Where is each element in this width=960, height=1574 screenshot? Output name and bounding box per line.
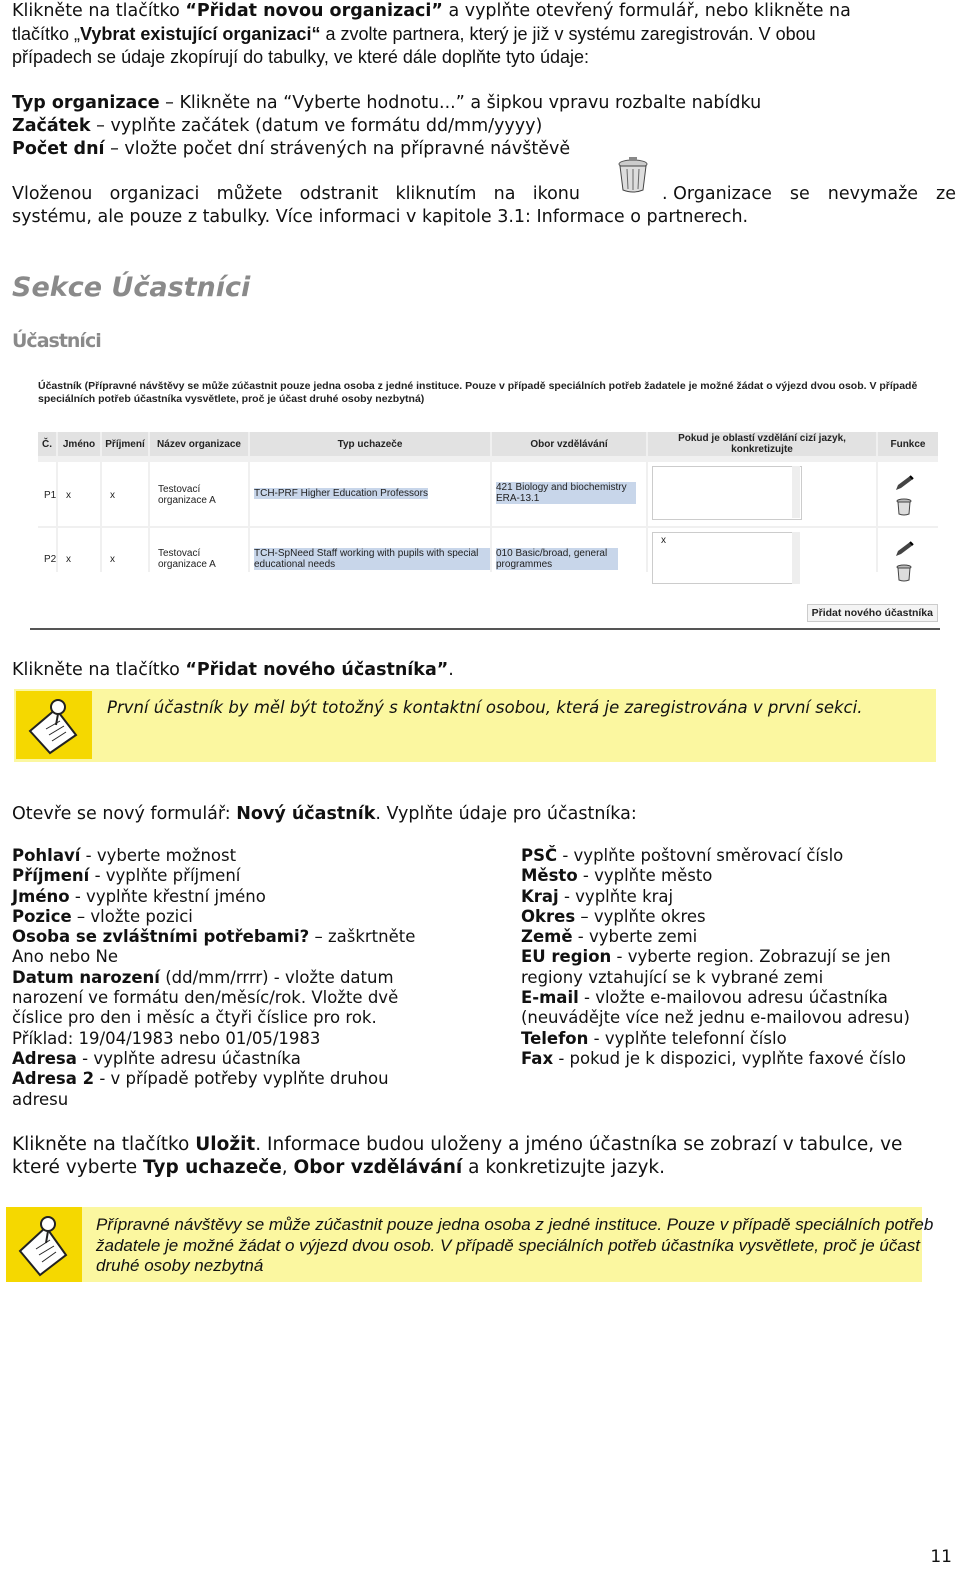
row-no: P2 bbox=[38, 528, 56, 592]
field-desc: (neuvádějte více než jednu e-mailovou adresu) bbox=[521, 1008, 910, 1028]
remove-text-b: . Organizace se nevymaže ze bbox=[662, 184, 956, 204]
callout-note-2-line: Přípravné návštěvy se může zúčastnit pouze jedna osoba z jedné instituce. Pouze v případě speciálních potřeb bbox=[96, 1215, 934, 1234]
section-title: Sekce Účastníci bbox=[12, 272, 251, 303]
field-term: Pozice bbox=[12, 906, 72, 926]
row-funkce bbox=[878, 462, 938, 526]
callout-note-1-text: První účastník by měl být totožný s kontaktní osobou, která je zaregistrována v první sekci. bbox=[107, 698, 863, 717]
col-header-no: Č. bbox=[38, 432, 56, 456]
col-header-typ: Typ uchazeče bbox=[250, 432, 490, 456]
field-desc: - vyplňte telefonní číslo bbox=[588, 1028, 787, 1048]
participants-screenshot bbox=[30, 378, 940, 630]
field-desc: číslice pro den i měsíc a čtyři číslice pro rok. bbox=[12, 1008, 377, 1028]
callout-note-2-line: druhé osoby nezbytná bbox=[96, 1256, 264, 1275]
row-funkce bbox=[878, 528, 938, 592]
field-term: Adresa 2 bbox=[12, 1069, 95, 1089]
jazyk-scrollbar[interactable] bbox=[792, 466, 800, 518]
field-line bbox=[12, 1029, 415, 1049]
note-pin-icon bbox=[6, 1207, 82, 1282]
field-line bbox=[521, 968, 910, 988]
remove-text-a: Vloženou organizaci můžete odstranit kliknutím na ikonu bbox=[12, 184, 580, 204]
page-number: 11 bbox=[930, 1547, 952, 1567]
field-line bbox=[521, 846, 910, 866]
field-typ-organizace: Typ organizace – Klikněte na “Vyberte hodnotu...” a šipkou vpravu rozbalte nabídku bbox=[12, 93, 762, 113]
field-desc: - v případě potřeby vyplňte druhou bbox=[94, 1069, 389, 1089]
row-organizace: Testovací organizace A bbox=[150, 528, 248, 592]
jazyk-scrollbar[interactable] bbox=[792, 532, 800, 584]
field-line bbox=[12, 1049, 415, 1069]
field-desc: - vyplňte město bbox=[577, 866, 713, 886]
field-term: Země bbox=[521, 927, 573, 947]
field-line bbox=[521, 1049, 910, 1069]
row-typ[interactable] bbox=[250, 528, 490, 592]
field-desc: (dd/mm/rrrr) - vložte datum bbox=[159, 967, 394, 987]
field-line bbox=[12, 907, 415, 927]
field-term: Datum narození bbox=[12, 967, 160, 987]
field-term: E-mail bbox=[521, 988, 579, 1008]
col-header-funkce: Funkce bbox=[878, 432, 938, 456]
field-desc: Ano nebo Ne bbox=[12, 947, 119, 967]
row-obor[interactable] bbox=[492, 528, 646, 592]
intro-line-2: tlačítko „Vybrat existující organizaci“ a zvolte partnera, který je již v systému zaregistrován. V obou bbox=[12, 24, 816, 44]
field-desc: - vyplňte příjmení bbox=[89, 866, 241, 886]
col-header-jmeno: Jméno bbox=[58, 432, 100, 456]
field-term: Fax bbox=[521, 1048, 554, 1068]
field-desc: - vyplňte adresu účastníka bbox=[76, 1048, 301, 1068]
field-desc: - pokud je k dispozici, vyplňte faxové číslo bbox=[553, 1048, 906, 1068]
field-term: Telefon bbox=[521, 1028, 589, 1048]
field-desc: - vyplňte poštovní směrovací číslo bbox=[557, 846, 844, 865]
field-term: EU region bbox=[521, 947, 612, 967]
field-desc: - vyplňte křestní jméno bbox=[69, 886, 266, 906]
row-obor-value: 010 Basic/broad, general programmes bbox=[496, 548, 618, 570]
trash-icon[interactable] bbox=[895, 496, 913, 516]
field-line bbox=[521, 927, 910, 947]
col-header-organizace: Název organizace bbox=[150, 432, 248, 456]
intro-line-3: případech se údaje zkopírují do tabulky, ve které dále doplňte tyto údaje: bbox=[12, 47, 590, 67]
trash-icon[interactable] bbox=[895, 562, 913, 582]
participants-table bbox=[38, 432, 938, 572]
field-line bbox=[12, 1090, 415, 1110]
field-desc: regiony vztahující se k vybrané zemi bbox=[521, 967, 824, 987]
row-obor[interactable] bbox=[492, 462, 646, 526]
col-header-obor: Obor vzdělávání bbox=[492, 432, 646, 456]
save-line-1: Klikněte na tlačítko Uložit. Informace budou uloženy a jméno účastníka se zobrazí v tabulce, ve bbox=[12, 1134, 903, 1155]
participants-note: Účastník (Přípravné návštěvy se může zúčastnit pouze jedna osoba z jedné instituce. Pouze v případě speciálních potřeb žadatele je možné žádat o výjezd dvou osob. V případě speciálních potřeb účastníka vysvětlete, proč je účast druhé osoby nezbytná) bbox=[38, 380, 918, 405]
field-line bbox=[12, 927, 415, 947]
callout-note-1 bbox=[14, 689, 936, 762]
field-term: PSČ bbox=[521, 846, 558, 865]
field-term: Kraj bbox=[521, 886, 559, 906]
form-intro: Otevře se nový formulář: Nový účastník. Vyplňte údaje pro účastníka: bbox=[12, 804, 637, 824]
row-obor-value: 421 Biology and biochemistry ERA-13.1 bbox=[496, 482, 636, 504]
remove-text-line-2: systému, ale pouze z tabulky. Více informaci v kapitole 3.1: Informace o partnerech. bbox=[12, 207, 749, 227]
field-line bbox=[521, 988, 910, 1008]
field-line bbox=[521, 887, 910, 907]
field-line bbox=[521, 947, 910, 967]
row-prijmeni: x bbox=[102, 528, 148, 592]
field-desc: – vložte pozici bbox=[71, 906, 193, 926]
subsection-title: Účastníci bbox=[12, 330, 101, 352]
edit-pencil-icon[interactable] bbox=[894, 474, 916, 492]
row-prijmeni: x bbox=[102, 462, 148, 526]
field-desc: narození ve formátu den/měsíc/rok. Vložte dvě bbox=[12, 988, 399, 1008]
field-line bbox=[12, 887, 415, 907]
field-term: Osoba se zvláštními potřebami? bbox=[12, 927, 310, 947]
row-typ[interactable] bbox=[250, 462, 490, 526]
row-typ-value: TCH-SpNeed Staff working with pupils with special educational needs bbox=[254, 548, 490, 570]
col-header-jazyk: Pokud je oblastí vzdělání cizí jazyk, konkretizujte bbox=[648, 432, 876, 456]
field-zacatek: Začátek – vyplňte začátek (datum ve formátu dd/mm/yyyy) bbox=[12, 116, 543, 136]
field-desc: Příklad: 19/04/1983 nebo 01/05/1983 bbox=[12, 1028, 321, 1048]
callout-note-2 bbox=[6, 1207, 934, 1282]
field-line bbox=[12, 846, 415, 866]
field-desc: - vyplňte kraj bbox=[558, 886, 674, 906]
callout-note-2-line: žadatele je možné žádat o výjezd dvou osob. V případě speciálních potřeb účastníka vysvětlete, proč je účast bbox=[96, 1235, 921, 1255]
field-line bbox=[521, 1029, 910, 1049]
participant-fields-right bbox=[521, 846, 910, 1069]
row-jazyk bbox=[648, 528, 876, 592]
trash-icon bbox=[614, 154, 652, 194]
row-jazyk bbox=[648, 462, 876, 526]
add-instruction: Klikněte na tlačítko “Přidat nového účastníka”. bbox=[12, 660, 454, 680]
field-pocet-dni: Počet dní – vložte počet dní strávených na přípravné návštěvě bbox=[12, 139, 571, 159]
row-organizace: Testovací organizace A bbox=[150, 462, 248, 526]
field-line bbox=[12, 1008, 415, 1028]
field-term: Jméno bbox=[12, 886, 70, 906]
field-term: Město bbox=[521, 866, 578, 886]
row-jmeno: x bbox=[58, 462, 100, 526]
row-typ-value: TCH-PRF Higher Education Professors bbox=[254, 488, 428, 499]
field-term: Okres bbox=[521, 906, 576, 926]
field-line bbox=[521, 866, 910, 886]
field-desc: - vyberte region. Zobrazují se jen bbox=[611, 947, 891, 967]
jazyk-textarea[interactable]: x bbox=[652, 532, 800, 584]
field-desc: – vyplňte okres bbox=[575, 906, 706, 926]
field-line bbox=[521, 1008, 910, 1028]
intro-line-1: Klikněte na tlačítko “Přidat novou organizaci” a vyplňte otevřený formulář, nebo klikněte na bbox=[12, 1, 851, 21]
field-desc: - vyberte možnost bbox=[80, 846, 237, 865]
field-line bbox=[12, 947, 415, 967]
field-desc: - vložte e-mailovou adresu účastníka bbox=[578, 988, 888, 1008]
field-desc: adresu bbox=[12, 1089, 69, 1109]
field-line bbox=[521, 907, 910, 927]
field-line bbox=[12, 1069, 415, 1089]
field-term: Pohlaví bbox=[12, 846, 81, 865]
col-header-prijmeni: Příjmení bbox=[102, 432, 148, 456]
field-desc: - vyberte zemi bbox=[572, 927, 698, 947]
save-line-2: které vyberte Typ uchazeče, Obor vzdělávání a konkretizujte jazyk. bbox=[12, 1157, 665, 1178]
jazyk-textarea[interactable] bbox=[652, 466, 802, 520]
participant-fields-left bbox=[12, 846, 415, 1110]
row-jmeno: x bbox=[58, 528, 100, 592]
field-term: Příjmení bbox=[12, 866, 90, 886]
field-line bbox=[12, 988, 415, 1008]
field-desc: – zaškrtněte bbox=[309, 927, 416, 947]
edit-pencil-icon[interactable] bbox=[894, 540, 916, 558]
add-participant-button[interactable]: Přidat nového účastníka bbox=[807, 604, 938, 622]
field-line bbox=[12, 968, 415, 988]
note-pin-icon bbox=[16, 691, 92, 759]
field-line bbox=[12, 866, 415, 886]
row-no: P1 bbox=[38, 462, 56, 526]
callout-note-2-text bbox=[96, 1215, 933, 1277]
field-term: Adresa bbox=[12, 1048, 77, 1068]
